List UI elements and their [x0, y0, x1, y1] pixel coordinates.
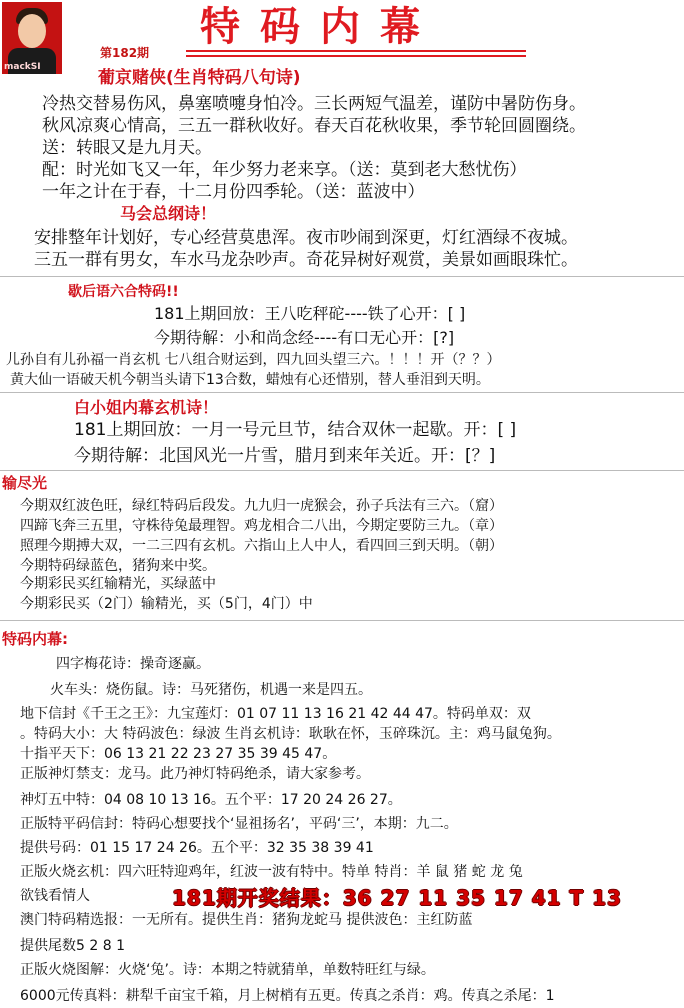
poem8-heading: 葡京赌侠(生肖特码八句诗) — [98, 68, 301, 88]
xiehouyu-heading: 歇后语六合特码!! — [68, 284, 179, 300]
section-divider — [0, 276, 684, 277]
result-banner: 181期开奖结果：36 27 11 35 17 41 T 13 — [172, 886, 622, 910]
title-underline-top — [186, 50, 526, 52]
temaneimu-line: 6000元传真料：耕犁千亩宝千箱，月上树梢有五更。传真之杀肖：鸡。传真之杀尾：1 — [20, 988, 555, 1004]
baixiaojie-heading: 白小姐内幕玄机诗！ — [74, 398, 219, 417]
temaneimu-heading: 特码内幕: — [2, 630, 68, 648]
shujinguang-line: 今期双红波色旺，绿红特码后段发。九九归一虎猴会，孙子兵法有三六。（窟） — [20, 498, 503, 514]
poem8-line: 秋风凉爽心情高，三五一群秋收好。春天百花秋收果，季节轮回圆圈绕。 — [42, 116, 586, 136]
avatar-face — [18, 14, 46, 48]
shujinguang-line: 今期彩民买红输精光，买绿蓝中 — [20, 576, 216, 592]
temaneimu-line: 四字梅花诗：操奇逐赢。 — [56, 656, 210, 672]
temaneimu-line: 十指平天下：06 13 21 22 23 27 35 39 45 47。 — [20, 746, 337, 762]
xiehouyu-line: 黄大仙一语破天机今朝当头请下13合数，蜡烛有心还惜别，替人垂泪到天明。 — [10, 372, 490, 388]
shujinguang-line: 今期特码绿蓝色，猪狗来中奖。 — [20, 558, 216, 574]
xiehouyu-line: 儿孙自有儿孙福一肖玄机 七八组合财运到，四九回头望三六。！！！开（？？） — [6, 352, 501, 368]
xiehouyu-line: 今期待解：小和尚念经----有口无心开：[?] — [154, 328, 455, 347]
temaneimu-line: 欲钱看情人 — [20, 888, 90, 904]
page-title: 特码内幕 — [200, 3, 440, 50]
temaneimu-line: 正版神灯禁支：龙马。此乃神灯特码绝杀，请大家参考。 — [20, 766, 370, 782]
mahui-line: 三五一群有男女，车水马龙杂吵声。奇花异树好观赏，美景如画眼珠忙。 — [34, 250, 578, 270]
temaneimu-line: 。特码大小：大 特码波色：绿波 生肖玄机诗：耿耿在怀，玉碎珠沉。主：鸡马鼠兔狗。 — [20, 726, 561, 742]
temaneimu-line: 提供号码：01 15 17 24 26。五个平：32 35 38 39 41 — [20, 840, 374, 856]
baixiaojie-line: 今期待解：北国风光一片雪，腊月到来年关近。开：[？] — [74, 446, 496, 466]
temaneimu-line: 火车头：烧伤鼠。诗：马死猪伤，机遇一来是四五。 — [50, 682, 372, 698]
section-divider — [0, 470, 684, 471]
temaneimu-line: 地下信封《千王之王》：九宝莲灯：01 07 11 13 16 21 42 44 47。特码单双：双 — [20, 706, 531, 722]
section-divider — [0, 392, 684, 393]
temaneimu-line: 提供尾数5 2 8 1 — [20, 938, 125, 954]
poem8-line: 冷热交替易伤风，鼻塞喷嚏身怕冷。三长两短气温差，谨防中暑防伤身。 — [42, 94, 586, 114]
poem8-line: 一年之计在于春，十二月份四季轮。（送：蓝波中） — [42, 182, 425, 202]
issue-number: 第182期 — [100, 46, 150, 60]
poem8-line: 送：转眼又是九月天。 — [42, 138, 212, 158]
poem8-line: 配：时光如飞又一年，年少努力老来享。（送：莫到老大愁忧伤） — [42, 160, 527, 180]
shujinguang-line: 四蹄飞奔三五里，守株待兔最理智。鸡龙相合二八出，今期定要防三九。（章） — [20, 518, 503, 534]
shujinguang-heading: 输尽光 — [2, 474, 48, 492]
xiehouyu-line: 181上期回放：王八吃秤砣----铁了心开：[ ] — [154, 304, 466, 323]
section-divider — [0, 620, 684, 621]
avatar-watermark: mackSI — [4, 62, 41, 72]
temaneimu-line: 正版特平码信封：特码心想要找个‘显祖扬名’，平码‘三’，本期：九二。 — [20, 816, 458, 832]
shujinguang-line: 今期彩民买（2门）输精光，买（5门，4门）中 — [20, 596, 313, 612]
temaneimu-line: 神灯五中特：04 08 10 13 16。五个平：17 20 24 26 27。 — [20, 792, 402, 808]
mahui-line: 安排整年计划好，专心经营莫患浑。夜市吵闹到深更，灯红酒绿不夜城。 — [34, 228, 578, 248]
temaneimu-line: 正版火烧玄机：四六旺特迎鸡年，红波一波有特中。特单 特肖：羊 鼠 猪 蛇 龙 兔 — [20, 864, 523, 880]
mahui-heading: 马会总纲诗！ — [120, 204, 217, 223]
temaneimu-line: 澳门特码精选报：一无所有。提供生肖：猪狗龙蛇马 提供波色：主红防蓝 — [20, 912, 473, 928]
baixiaojie-line: 181上期回放：一月一号元旦节，结合双休一起歇。开：[ ] — [74, 420, 517, 440]
temaneimu-line: 正版火烧图解：火烧‘兔’。诗：本期之特就猜单，单数特旺红与绿。 — [20, 962, 435, 978]
author-avatar — [2, 2, 62, 74]
shujinguang-line: 照理今期搏大双，一二三四有玄机。六指山上人中人，看四回三到天明。（朝） — [20, 538, 503, 554]
title-underline-bottom — [186, 55, 526, 57]
